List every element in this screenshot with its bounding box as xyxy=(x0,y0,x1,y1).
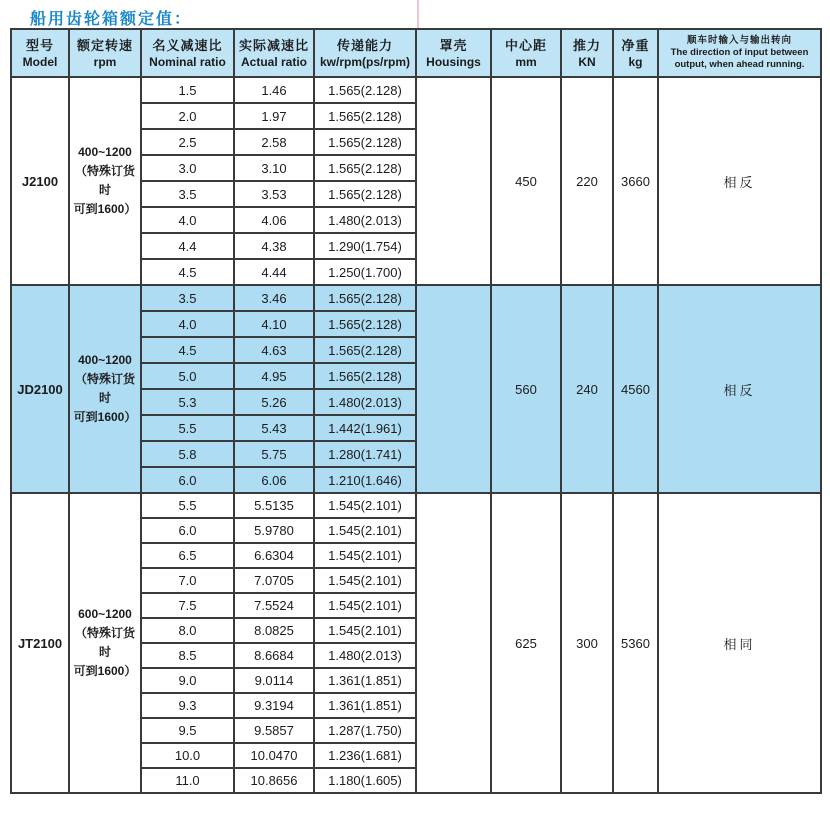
cell-nominal-ratio: 8.5 xyxy=(141,643,234,668)
cell-capacity: 1.565(2.128) xyxy=(314,103,416,129)
cell-capacity: 1.361(1.851) xyxy=(314,668,416,693)
header-direction xyxy=(658,29,821,77)
cell-nominal-ratio: 5.8 xyxy=(141,441,234,467)
rated-speed-line: 600~1200 xyxy=(78,606,132,621)
cell-rated-speed xyxy=(69,77,141,285)
cell-thrust: 300 xyxy=(561,493,613,793)
cell-capacity: 1.290(1.754) xyxy=(314,233,416,259)
rated-speed-line: 可到1600） xyxy=(73,410,137,425)
cell-net-weight: 3660 xyxy=(613,77,658,285)
header-actual-ratio-zh: 实际减速比 xyxy=(238,38,309,54)
header-center-distance-en: mm xyxy=(515,54,537,69)
header-rated-speed-en: rpm xyxy=(93,54,117,69)
cell-nominal-ratio: 2.5 xyxy=(141,129,234,155)
cell-actual-ratio: 5.9780 xyxy=(234,518,314,543)
section-j2100 xyxy=(11,77,821,285)
cell-housing xyxy=(416,493,491,793)
cell-capacity: 1.280(1.741) xyxy=(314,441,416,467)
cell-nominal-ratio: 5.5 xyxy=(141,493,234,518)
header-row xyxy=(11,29,821,77)
rated-speed-line: 可到1600） xyxy=(73,664,137,679)
cell-direction: 相同 xyxy=(658,493,821,793)
cell-nominal-ratio: 4.0 xyxy=(141,311,234,337)
cell-nominal-ratio: 11.0 xyxy=(141,768,234,793)
cell-actual-ratio: 3.10 xyxy=(234,155,314,181)
cell-model: J2100 xyxy=(11,77,69,285)
rated-speed-line: 400~1200 xyxy=(78,144,132,159)
cell-actual-ratio: 4.95 xyxy=(234,363,314,389)
cell-nominal-ratio: 4.0 xyxy=(141,207,234,233)
cell-nominal-ratio: 9.0 xyxy=(141,668,234,693)
cell-thrust: 240 xyxy=(561,285,613,493)
cell-capacity: 1.480(2.013) xyxy=(314,207,416,233)
cell-nominal-ratio: 4.5 xyxy=(141,337,234,363)
cell-direction: 相反 xyxy=(658,77,821,285)
cell-nominal-ratio: 3.5 xyxy=(141,285,234,311)
cell-net-weight: 4560 xyxy=(613,285,658,493)
cell-housing xyxy=(416,77,491,285)
cell-nominal-ratio: 5.0 xyxy=(141,363,234,389)
header-center-distance xyxy=(491,29,561,77)
cell-actual-ratio: 4.63 xyxy=(234,337,314,363)
cell-nominal-ratio: 6.0 xyxy=(141,467,234,493)
rated-speed-line: （特殊订货时 xyxy=(74,371,135,405)
header-nominal-ratio-zh: 名义减速比 xyxy=(152,38,223,54)
header-thrust-en: KN xyxy=(578,54,596,69)
cell-actual-ratio: 5.43 xyxy=(234,415,314,441)
cell-nominal-ratio: 5.5 xyxy=(141,415,234,441)
rated-speed-line: （特殊订货时 xyxy=(74,625,135,659)
cell-actual-ratio: 7.0705 xyxy=(234,568,314,593)
cell-actual-ratio: 4.44 xyxy=(234,259,314,285)
cell-actual-ratio: 6.06 xyxy=(234,467,314,493)
cell-capacity: 1.236(1.681) xyxy=(314,743,416,768)
cell-actual-ratio: 9.0114 xyxy=(234,668,314,693)
cell-nominal-ratio: 6.5 xyxy=(141,543,234,568)
cell-nominal-ratio: 1.5 xyxy=(141,77,234,103)
header-model-zh: 型号 xyxy=(25,38,54,54)
cell-capacity: 1.287(1.750) xyxy=(314,718,416,743)
cell-actual-ratio: 8.0825 xyxy=(234,618,314,643)
table-row xyxy=(11,285,821,311)
cell-capacity: 1.565(2.128) xyxy=(314,181,416,207)
cell-capacity: 1.565(2.128) xyxy=(314,337,416,363)
cell-capacity: 1.480(2.013) xyxy=(314,389,416,415)
cell-center-distance: 450 xyxy=(491,77,561,285)
cell-nominal-ratio: 6.0 xyxy=(141,518,234,543)
cell-capacity: 1.545(2.101) xyxy=(314,543,416,568)
cell-nominal-ratio: 2.0 xyxy=(141,103,234,129)
cell-capacity: 1.480(2.013) xyxy=(314,643,416,668)
header-net-weight-en: kg xyxy=(628,54,643,69)
header-net-weight-zh: 净重 xyxy=(621,38,650,54)
header-thrust-zh: 推力 xyxy=(572,38,601,54)
table-row xyxy=(11,77,821,103)
cell-actual-ratio: 4.06 xyxy=(234,207,314,233)
cell-nominal-ratio: 5.3 xyxy=(141,389,234,415)
cell-capacity: 1.361(1.851) xyxy=(314,693,416,718)
section-jd2100 xyxy=(11,285,821,493)
cell-actual-ratio: 6.6304 xyxy=(234,543,314,568)
header-capacity-zh: 传递能力 xyxy=(336,38,393,54)
header-net-weight xyxy=(613,29,658,77)
cell-nominal-ratio: 4.4 xyxy=(141,233,234,259)
header-nominal-ratio-en: Nominal ratio xyxy=(149,54,226,69)
cell-actual-ratio: 8.6684 xyxy=(234,643,314,668)
cell-actual-ratio: 9.5857 xyxy=(234,718,314,743)
cell-capacity: 1.180(1.605) xyxy=(314,768,416,793)
header-capacity-en: kw/rpm(ps/rpm) xyxy=(319,54,410,69)
cell-center-distance: 560 xyxy=(491,285,561,493)
header-direction-zh: 顺车时输入与输出转向 xyxy=(686,34,792,46)
cell-capacity: 1.545(2.101) xyxy=(314,618,416,643)
cell-nominal-ratio: 9.3 xyxy=(141,693,234,718)
cell-capacity: 1.545(2.101) xyxy=(314,518,416,543)
cell-actual-ratio: 5.26 xyxy=(234,389,314,415)
header-housings-en: Housings xyxy=(426,54,481,69)
cell-capacity: 1.565(2.128) xyxy=(314,129,416,155)
cell-actual-ratio: 10.0470 xyxy=(234,743,314,768)
cell-capacity: 1.442(1.961) xyxy=(314,415,416,441)
table-row xyxy=(11,493,821,518)
cell-actual-ratio: 3.46 xyxy=(234,285,314,311)
cell-capacity: 1.565(2.128) xyxy=(314,285,416,311)
cell-nominal-ratio: 3.5 xyxy=(141,181,234,207)
cell-thrust: 220 xyxy=(561,77,613,285)
cell-actual-ratio: 4.38 xyxy=(234,233,314,259)
cell-actual-ratio: 5.75 xyxy=(234,441,314,467)
header-center-distance-zh: 中心距 xyxy=(504,38,547,54)
cell-nominal-ratio: 7.5 xyxy=(141,593,234,618)
rated-speed-line: 可到1600） xyxy=(73,202,137,217)
cell-net-weight: 5360 xyxy=(613,493,658,793)
cell-capacity: 1.565(2.128) xyxy=(314,155,416,181)
cell-rated-speed xyxy=(69,493,141,793)
rated-speed-line: 400~1200 xyxy=(78,352,132,367)
page-title: 船用齿轮箱额定值： xyxy=(30,11,193,28)
cell-center-distance: 625 xyxy=(491,493,561,793)
header-model xyxy=(11,29,69,77)
header-actual-ratio xyxy=(234,29,314,77)
cell-nominal-ratio: 8.0 xyxy=(141,618,234,643)
cell-nominal-ratio: 3.0 xyxy=(141,155,234,181)
cell-actual-ratio: 2.58 xyxy=(234,129,314,155)
cell-capacity: 1.565(2.128) xyxy=(314,311,416,337)
rated-speed-line: （特殊订货时 xyxy=(74,163,135,197)
section-jt2100 xyxy=(11,493,821,793)
cell-actual-ratio: 10.8656 xyxy=(234,768,314,793)
header-rated-speed xyxy=(69,29,141,77)
cell-rated-speed xyxy=(69,285,141,493)
cell-capacity: 1.210(1.646) xyxy=(314,467,416,493)
cell-actual-ratio: 9.3194 xyxy=(234,693,314,718)
cell-model: JT2100 xyxy=(11,493,69,793)
header-actual-ratio-en: Actual ratio xyxy=(240,54,307,69)
cell-nominal-ratio: 7.0 xyxy=(141,568,234,593)
cell-actual-ratio: 1.46 xyxy=(234,77,314,103)
cell-actual-ratio: 3.53 xyxy=(234,181,314,207)
cell-capacity: 1.250(1.700) xyxy=(314,259,416,285)
header-model-en: Model xyxy=(22,54,58,69)
cell-actual-ratio: 7.5524 xyxy=(234,593,314,618)
cell-direction: 相反 xyxy=(658,285,821,493)
gearbox-rating-table xyxy=(10,28,822,794)
cell-actual-ratio: 5.5135 xyxy=(234,493,314,518)
header-nominal-ratio xyxy=(141,29,234,77)
cell-actual-ratio: 1.97 xyxy=(234,103,314,129)
cell-capacity: 1.545(2.101) xyxy=(314,568,416,593)
header-housings-zh: 罩壳 xyxy=(439,38,468,54)
header-housings xyxy=(416,29,491,77)
cell-capacity: 1.545(2.101) xyxy=(314,493,416,518)
cell-nominal-ratio: 10.0 xyxy=(141,743,234,768)
cell-model: JD2100 xyxy=(11,285,69,493)
cell-housing xyxy=(416,285,491,493)
header-capacity xyxy=(314,29,416,77)
scan-artifact-line xyxy=(417,0,419,29)
header-direction-en: The direction of input between output, when ahead running. xyxy=(670,47,809,71)
cell-capacity: 1.565(2.128) xyxy=(314,77,416,103)
header-thrust xyxy=(561,29,613,77)
header-rated-speed-zh: 额定转速 xyxy=(76,38,133,54)
cell-nominal-ratio: 9.5 xyxy=(141,718,234,743)
cell-capacity: 1.545(2.101) xyxy=(314,593,416,618)
cell-nominal-ratio: 4.5 xyxy=(141,259,234,285)
cell-actual-ratio: 4.10 xyxy=(234,311,314,337)
cell-capacity: 1.565(2.128) xyxy=(314,363,416,389)
